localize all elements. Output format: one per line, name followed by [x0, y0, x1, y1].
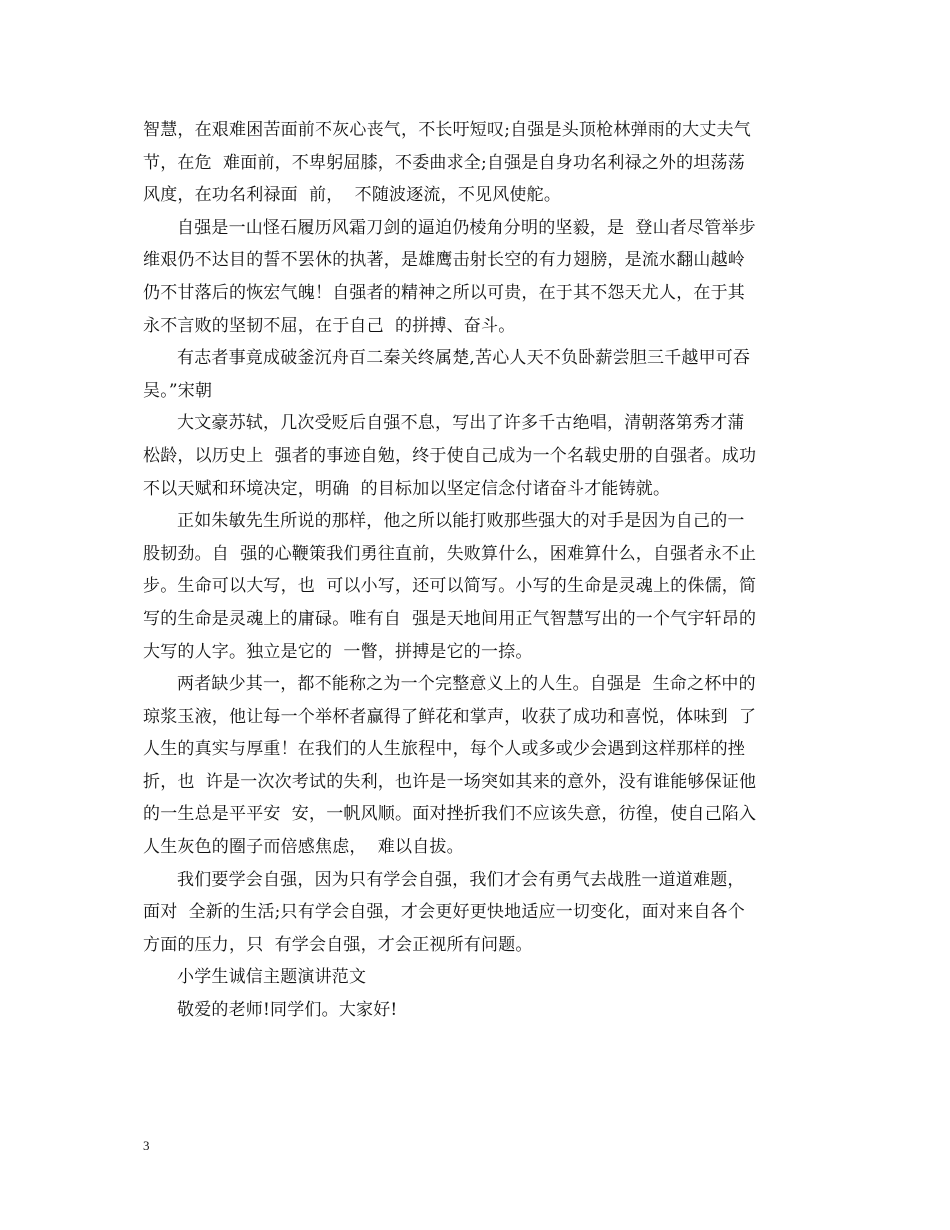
text-line: 自强是一山怪石履历风霜刀剑的逼迫仍棱角分明的坚毅，是 登山者尽管举步 — [177, 217, 756, 238]
text-line: 风度，在功名利禄面 前， 不随波逐流，不见风使舵。 — [143, 185, 562, 206]
text-line: 节，在危 难面前，不卑躬屈膝，不委曲求全;自强是自身功名利禄之外的坦荡荡 — [143, 152, 745, 173]
text-line: 我们要学会自强，因为只有学会自强，我们才会有勇气去战胜一道道难题， — [177, 869, 745, 890]
section-title: 小学生诚信主题演讲范文 — [177, 967, 367, 988]
text-line: 人生灰色的圈子而倍感焦虑， 难以自拔。 — [143, 837, 464, 858]
text-line: 的一生总是平平安 安，一帆风顺。面对挫折我们不应该失意，彷徨，使自己陷入 — [143, 804, 757, 825]
text-line: 琼浆玉液，他让每一个举杯者赢得了鲜花和掌声，收获了成功和喜悦，体味到 了 — [143, 706, 757, 727]
text-line: 方面的压力，只 有学会自强，才会正视所有问题。 — [143, 934, 533, 955]
text-line: 大写的人字。独立是它的 一瞥，拼搏是它的一捺。 — [143, 641, 533, 662]
text-line: 松龄，以历史上 强者的事迹自勉，终于使自己成为一个名载史册的自强者。成功 — [143, 445, 757, 466]
text-line: 写的生命是灵魂上的庸碌。唯有自 强是天地间用正气智慧写出的一个气宇轩昂的 — [143, 608, 757, 629]
text-line: 不以天赋和环境决定，明确 的目标加以坚定信念付诸奋斗才能铸就。 — [143, 478, 671, 499]
text-line: 折，也 许是一次次考试的失利，也许是一场突如其来的意外，没有谁能够保证他 — [143, 771, 757, 792]
text-line: 维艰仍不达目的誓不罢休的执著，是雄鹰击射长空的有力翅膀，是流水翻山越岭 — [143, 250, 745, 271]
text-line: 面对 全新的生活;只有学会自强，才会更好更快地适应一切变化，面对来自各个 — [143, 902, 745, 923]
text-line: 股韧劲。自 强的心鞭策我们勇往直前，失败算什么，困难算什么，自强者永不止 — [143, 543, 757, 564]
text-line: 步。生命可以大写，也 可以小写，还可以简写。小写的生命是灵魂上的侏儒，简 — [143, 576, 757, 597]
text-line: 有志者事竟成破釜沉舟百二秦关终属楚,苦心人天不负卧薪尝胆三千越甲可吞 — [177, 348, 751, 369]
body-text — [143, 114, 815, 1027]
greeting-line: 敬爱的老师!同学们。大家好! — [177, 1000, 398, 1021]
text-line: 永不言败的坚韧不屈，在于自己 的拼搏、奋斗。 — [143, 315, 516, 336]
text-line: 人生的真实与厚重！在我们的人生旅程中，每个人或多或少会遇到这样那样的挫 — [143, 739, 745, 760]
text-line: 大文豪苏轼，几次受贬后自强不息，写出了许多千古绝唱，清朝落第秀才蒲 — [177, 413, 745, 434]
text-line: 仍不甘落后的恢宏气魄！自强者的精神之所以可贵，在于其不怨天尤人，在于其 — [143, 282, 745, 303]
text-line: 吴。”宋朝 — [143, 380, 213, 401]
text-line: 智慧，在艰难困苦面前不灰心丧气，不长吁短叹;自强是头顶枪林弹雨的大丈夫气 — [143, 120, 751, 140]
text-line: 两者缺少其一，都不能称之为一个完整意义上的人生。自强是 生命之杯中的 — [177, 674, 756, 695]
text-line: 正如朱敏先生所说的那样，他之所以能打败那些强大的对手是因为自己的一 — [177, 511, 745, 532]
page-number: 3 — [143, 1138, 150, 1153]
